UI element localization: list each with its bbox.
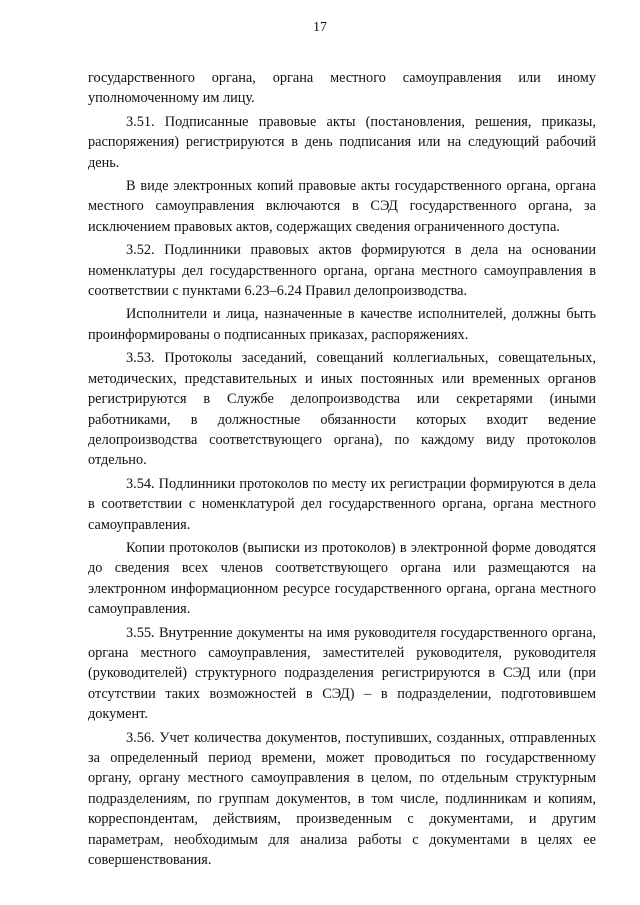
paragraph-3-53: 3.53. Протоколы заседаний, совещаний коллегиальных, совещательных, методических, представительных и иных постоянных или временных органов регистрируются в Службе делопроизводства или секретарями (иными работниками, в должностные обязанности которых входит ведение делопроизводства соответствующего органа), по каждому виду протоколов отдельно. (88, 350, 596, 469)
paragraph-executors-informed: Исполнители и лица, назначенные в качестве исполнителей, должны быть проинформированы о подписанных приказах, распоряжениях. (88, 306, 596, 343)
paragraph-3-52: 3.52. Подлинники правовых актов формируются в дела на основании номенклатуры дел государственного органа, органа местного самоуправления в соответствии с пунктами 6.23–6.24 Правил делопроизводства. (88, 242, 596, 300)
paragraph-3-51: 3.51. Подписанные правовые акты (постановления, решения, приказы, распоряжения) регистрируются в день подписания или на следующий рабочий день. (88, 113, 596, 171)
page-number: 17 (313, 20, 327, 35)
paragraph-3-54: 3.54. Подлинники протоколов по месту их регистрации формируются в дела в соответствии с номенклатурой дел государственного органа, органа местного самоуправления. (88, 475, 596, 533)
paragraph-3-55: 3.55. Внутренние документы на имя руководителя государственного органа, органа местного самоуправления, заместителей руководителя, руководителя (руководителей) структурного подразделения регистрируются в СЭД или (при отсутствии таких возможностей в СЭД) – в подразделении, подготовившем документ. (88, 624, 596, 723)
paragraph-protocol-copies: Копии протоколов (выписки из протоколов) в электронной форме доводятся до сведения всех членов соответствующего органа или размещаются на электронном информационном ресурсе государственного органа, органа местного самоуправления. (88, 539, 596, 618)
document-body (88, 68, 596, 873)
paragraph-continuation: государственного органа, органа местного самоуправления или иному уполномоченному им лицу. (88, 70, 596, 107)
paragraph-electronic-copies: В виде электронных копий правовые акты государственного органа, органа местного самоуправления включаются в СЭД государственного органа, за исключением правовых актов, содержащих сведения ограниченного доступа. (88, 178, 596, 235)
paragraph-3-56: 3.56. Учет количества документов, поступивших, созданных, отправленных за определенный период времени, может проводиться по государственному органу, органу местного самоуправления в целом, по отдельным структурным подразделениям, по группам документов, в том числе, подлинникам и копиям, корреспондентам, действиям, произведенным с документами, и другим параметрам, необходимым для анализа работы с документами в целях ее совершенствования. (88, 729, 596, 869)
